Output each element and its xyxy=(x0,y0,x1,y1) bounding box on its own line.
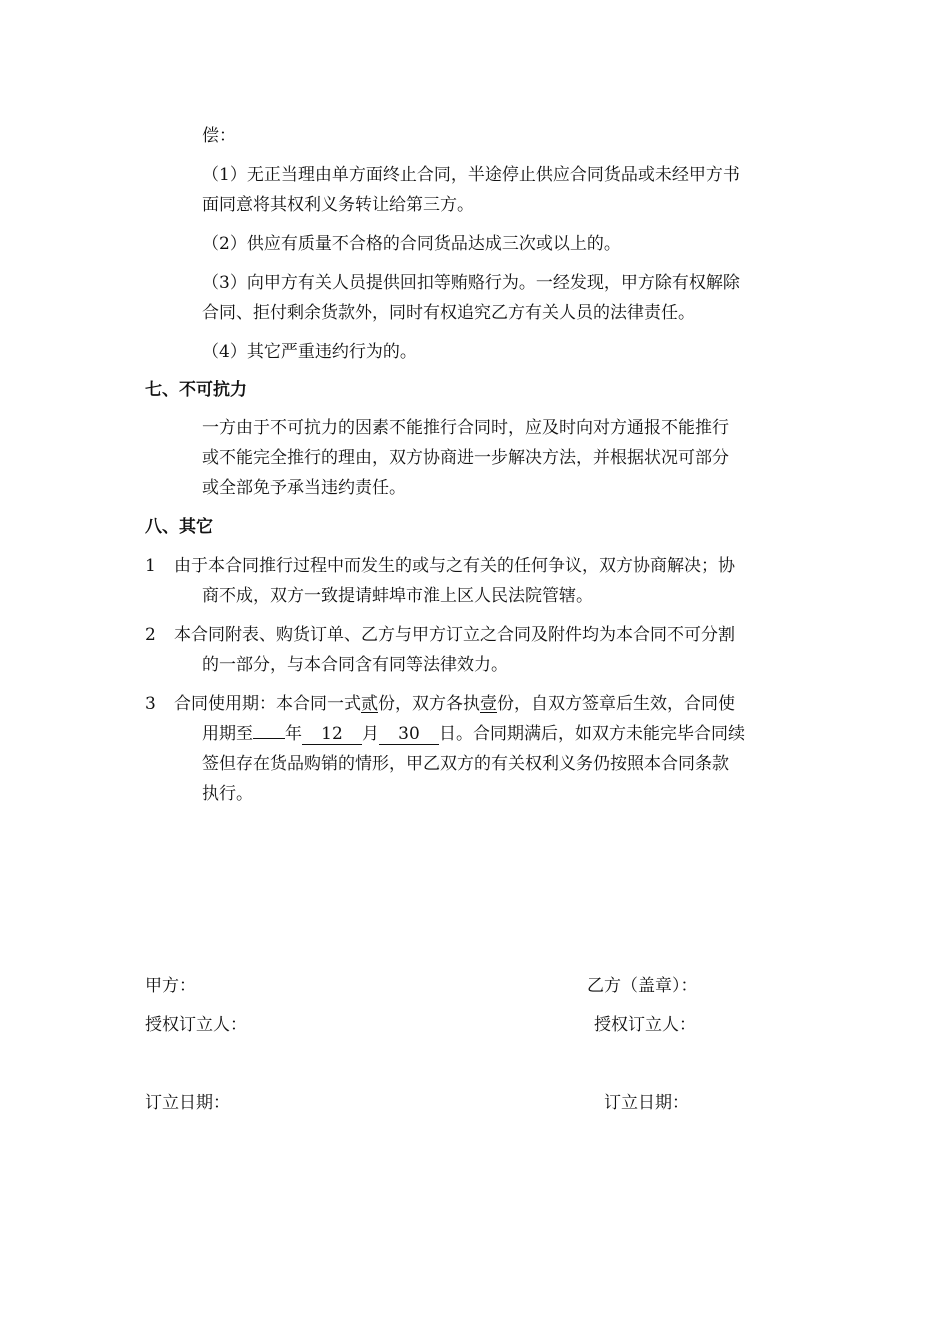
s6-item-1-line1: （1）无正当理由单方面终止合同，半途停止供应合同货品或未经甲方书 xyxy=(202,165,740,185)
cont-line: 偿： xyxy=(202,126,236,146)
copies-each: 壹 xyxy=(480,694,497,714)
s7-line2: 或不能完全推行的理由，双方协商进一步解决方法，并根据状况可部分 xyxy=(202,448,729,468)
party-b-date: 订立日期： xyxy=(604,1093,689,1113)
party-a-authorized: 授权订立人： xyxy=(145,1015,247,1035)
s8-item-1-line1: 由于本合同推行过程中而发生的或与之有关的任何争议，双方协商解决；协 xyxy=(174,556,735,576)
section-8-heading: 八、其它 xyxy=(145,517,213,537)
party-b-authorized: 授权订立人： xyxy=(594,1015,696,1035)
copies-total: 贰 xyxy=(361,694,378,714)
day-blank: 30 xyxy=(379,724,439,745)
s6-item-2: （2）供应有质量不合格的合同货品达成三次或以上的。 xyxy=(202,234,621,254)
party-a-date: 订立日期： xyxy=(145,1093,230,1113)
s6-item-1-line2: 面同意将其权利义务转让给第三方。 xyxy=(202,195,474,215)
s8-item-2-line1: 本合同附表、购货订单、乙方与甲方订立之合同及附件均为本合同不可分割 xyxy=(174,625,735,645)
s8-item-3-number: 3 xyxy=(145,694,156,714)
s8-item-3-line4: 执行。 xyxy=(202,784,253,804)
s6-item-3-line1: （3）向甲方有关人员提供回扣等贿赂行为。一经发现，甲方除有权解除 xyxy=(202,273,740,293)
s8-item-3-line1: 合同使用期：本合同一式贰份，双方各执壹份，自双方签章后生效，合同使 xyxy=(174,694,735,714)
s8-item-1-line2: 商不成，双方一致提请蚌埠市淮上区人民法院管辖。 xyxy=(202,586,593,606)
s7-line3: 或全部免予承当违约责任。 xyxy=(202,478,406,498)
section-7-heading: 七、不可抗力 xyxy=(145,380,247,400)
s6-item-4: （4）其它严重违约行为的。 xyxy=(202,342,417,362)
party-b-label: 乙方（盖章）： xyxy=(587,976,698,996)
s7-line1: 一方由于不可抗力的因素不能推行合同时，应及时向对方通报不能推行 xyxy=(202,418,729,438)
party-a-label: 甲方： xyxy=(145,976,196,996)
s8-item-2-number: 2 xyxy=(145,625,156,645)
month-blank: 12 xyxy=(302,724,362,745)
s8-item-1-number: 1 xyxy=(145,556,156,576)
s8-item-3-line3: 签但存在货品购销的情形，甲乙双方的有关权利义务仍按照本合同条款 xyxy=(202,754,729,774)
s8-item-2-line2: 的一部分，与本合同含有同等法律效力。 xyxy=(202,655,508,675)
s6-item-3-line2: 合同、拒付剩余货款外，同时有权追究乙方有关人员的法律责任。 xyxy=(202,303,695,323)
year-blank xyxy=(253,738,285,739)
s8-item-3-line2: 用期至 年 12 月 30 日。合同期满后，如双方未能完毕合同续 xyxy=(202,724,745,744)
